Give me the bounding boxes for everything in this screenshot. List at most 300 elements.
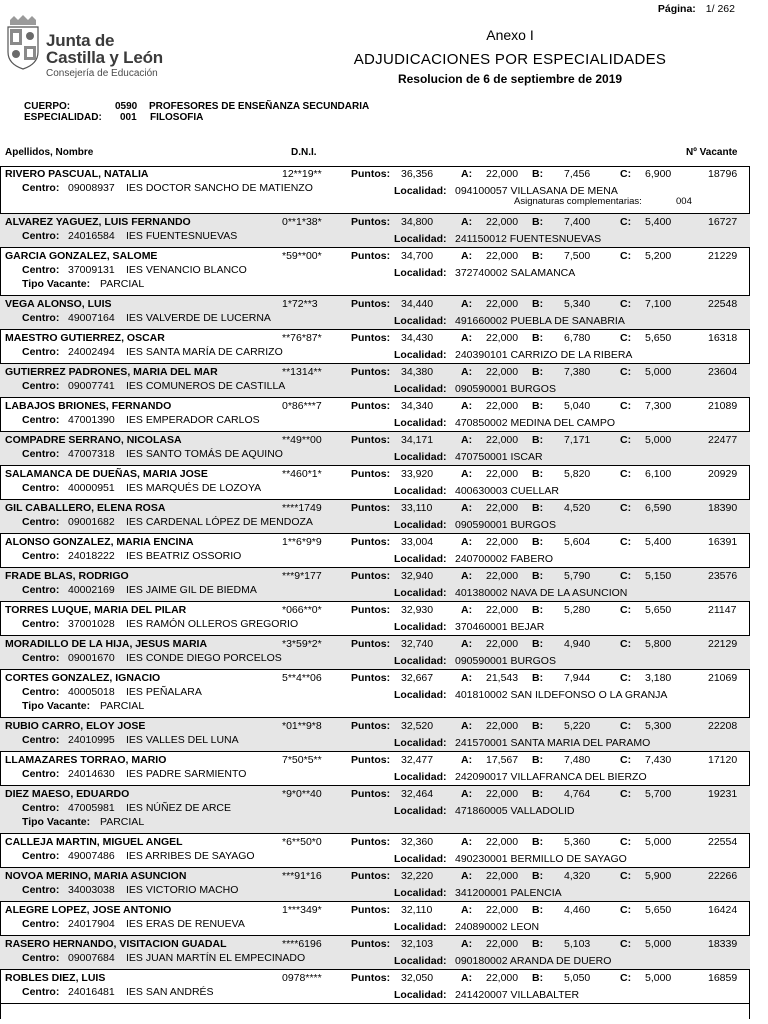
record-dni: *6**50*0 xyxy=(282,836,322,848)
record-centro-code: 47001390 xyxy=(68,414,115,426)
record-b-label: B: xyxy=(532,720,544,732)
record-a-label: A: xyxy=(461,870,473,882)
record-dni: *3*59*2* xyxy=(282,638,322,650)
record-c-value: 6,100 xyxy=(645,468,672,480)
record-centro-name: IES JUAN MARTÍN EL EMPECINADO xyxy=(126,952,306,964)
record-a-label: A: xyxy=(461,788,473,800)
record-row xyxy=(0,398,750,432)
record-puntos: 33,004 xyxy=(401,536,434,548)
record-centro-code: 37009131 xyxy=(68,264,115,276)
record-a-label: A: xyxy=(461,570,473,582)
record-c-value: 5,400 xyxy=(645,536,672,548)
record-a-value: 22,000 xyxy=(486,216,519,228)
record-localidad-label: Localidad: xyxy=(394,233,447,245)
record-c-label: C: xyxy=(620,216,632,228)
column-header-dni: D.N.I. xyxy=(291,147,317,158)
record-centro-name: IES DOCTOR SANCHO DE MATIENZO xyxy=(126,182,313,194)
record-localidad: 090590001 BURGOS xyxy=(455,519,556,531)
record-centro-name: IES MARQUÉS DE LOZOYA xyxy=(126,482,262,494)
record-a-value: 22,000 xyxy=(486,400,519,412)
record-name: ALONSO GONZALEZ, MARIA ENCINA xyxy=(5,536,194,548)
record-b-value: 5,040 xyxy=(564,400,591,412)
record-row xyxy=(0,296,750,330)
record-localidad: 401380002 NAVA DE LA ASUNCION xyxy=(455,587,628,599)
record-puntos: 33,110 xyxy=(401,502,433,514)
record-centro-code: 47007318 xyxy=(68,448,115,460)
record-c-value: 5,000 xyxy=(645,972,672,984)
record-row xyxy=(0,602,750,636)
record-b-label: B: xyxy=(532,836,544,848)
record-puntos-label: Puntos: xyxy=(351,972,391,984)
record-centro-code: 09001670 xyxy=(68,652,115,664)
record-vacante: 16318 xyxy=(708,332,738,344)
record-puntos: 36,356 xyxy=(401,168,434,180)
record-a-value: 22,000 xyxy=(486,366,519,378)
record-row xyxy=(0,500,750,534)
record-a-label: A: xyxy=(461,836,473,848)
record-b-value: 7,380 xyxy=(564,366,591,378)
record-localidad: 240390101 CARRIZO DE LA RIBERA xyxy=(455,349,633,361)
record-b-label: B: xyxy=(532,468,544,480)
record-a-value: 22,000 xyxy=(486,836,519,848)
record-row xyxy=(0,636,750,670)
record-localidad-label: Localidad: xyxy=(394,689,447,701)
record-a-value: 22,000 xyxy=(486,468,519,480)
record-row xyxy=(0,936,750,970)
record-localidad: 090590001 BURGOS xyxy=(455,383,556,395)
record-centro-code: 24010995 xyxy=(68,734,115,746)
record-a-label: A: xyxy=(461,468,473,480)
record-vacante: 20929 xyxy=(708,468,738,480)
record-centro-label: Centro: xyxy=(22,850,60,862)
record-puntos-label: Puntos: xyxy=(351,720,391,732)
record-vacante: 23604 xyxy=(708,366,738,378)
record-vacante: 16391 xyxy=(708,536,738,548)
record-a-value: 22,000 xyxy=(486,938,519,950)
especialidad-code: 001 xyxy=(120,112,137,123)
record-centro-label: Centro: xyxy=(22,802,60,814)
record-dni: 1***349* xyxy=(282,904,322,916)
record-name: GARCIA GONZALEZ, SALOME xyxy=(5,250,158,262)
record-localidad-label: Localidad: xyxy=(394,655,447,667)
record-tipo-label: Tipo Vacante: xyxy=(22,816,91,828)
record-row xyxy=(0,670,750,718)
record-name: VEGA ALONSO, LUIS xyxy=(5,298,112,310)
logo-line3: Consejería de Educación xyxy=(46,68,158,79)
record-b-value: 7,944 xyxy=(564,672,591,684)
record-centro-code: 09008937 xyxy=(68,182,115,194)
record-b-value: 5,103 xyxy=(564,938,591,950)
record-centro-name: IES CONDE DIEGO PORCELOS xyxy=(126,652,282,664)
record-tipo-label: Tipo Vacante: xyxy=(22,278,91,290)
record-vacante: 18339 xyxy=(708,938,738,950)
record-c-label: C: xyxy=(620,972,632,984)
record-a-label: A: xyxy=(461,536,473,548)
record-centro-name: IES COMUNEROS DE CASTILLA xyxy=(126,380,286,392)
record-c-label: C: xyxy=(620,536,632,548)
record-a-value: 22,000 xyxy=(486,298,519,310)
column-header-name: Apellidos, Nombre xyxy=(5,147,94,158)
record-a-value: 17,567 xyxy=(486,754,519,766)
record-b-label: B: xyxy=(532,298,544,310)
record-c-value: 5,400 xyxy=(645,216,672,228)
record-centro-code: 49007164 xyxy=(68,312,115,324)
record-centro-code: 47005981 xyxy=(68,802,115,814)
record-a-label: A: xyxy=(461,216,473,228)
record-name: MORADILLO DE LA HIJA, JESUS MARIA xyxy=(5,638,208,650)
record-a-value: 22,000 xyxy=(486,972,519,984)
record-a-value: 22,000 xyxy=(486,870,519,882)
record-vacante: 21147 xyxy=(708,604,737,616)
document-title: ADJUDICACIONES POR ESPECIALIDADES xyxy=(353,51,667,68)
record-puntos: 32,110 xyxy=(401,904,433,916)
record-puntos: 32,477 xyxy=(401,754,434,766)
record-name: DIEZ MAESO, EDUARDO xyxy=(5,788,130,800)
record-vacante: 22554 xyxy=(708,836,738,848)
record-puntos-label: Puntos: xyxy=(351,400,391,412)
record-name: RIVERO PASCUAL, NATALIA xyxy=(5,168,149,180)
record-centro-label: Centro: xyxy=(22,584,60,596)
record-name: CALLEJA MARTIN, MIGUEL ANGEL xyxy=(5,836,183,848)
record-c-label: C: xyxy=(620,434,632,446)
record-centro-code: 40002169 xyxy=(68,584,115,596)
record-puntos-label: Puntos: xyxy=(351,536,391,548)
record-c-value: 5,000 xyxy=(645,836,672,848)
record-row xyxy=(0,718,750,752)
record-puntos-label: Puntos: xyxy=(351,366,391,378)
record-name: RUBIO CARRO, ELOY JOSE xyxy=(5,720,146,732)
record-name: ROBLES DIEZ, LUIS xyxy=(5,972,106,984)
record-c-value: 6,900 xyxy=(645,168,672,180)
cuerpo-name: PROFESORES DE ENSEÑANZA SECUNDARIA xyxy=(149,101,370,112)
record-c-value: 5,650 xyxy=(645,604,672,616)
record-puntos: 32,050 xyxy=(401,972,434,984)
record-name: ALEGRE LOPEZ, JOSE ANTONIO xyxy=(5,904,172,916)
record-row xyxy=(0,534,750,568)
record-puntos-label: Puntos: xyxy=(351,570,391,582)
record-a-value: 22,000 xyxy=(486,604,519,616)
record-c-label: C: xyxy=(620,638,632,650)
record-centro-label: Centro: xyxy=(22,312,60,324)
record-centro-label: Centro: xyxy=(22,346,60,358)
record-asign: 004 xyxy=(676,196,692,207)
record-row xyxy=(0,432,750,466)
record-a-label: A: xyxy=(461,434,473,446)
record-centro-name: IES BEATRIZ OSSORIO xyxy=(126,550,242,562)
record-c-label: C: xyxy=(620,938,632,950)
record-b-value: 5,280 xyxy=(564,604,591,616)
record-c-label: C: xyxy=(620,168,632,180)
record-centro-code: 09001682 xyxy=(68,516,115,528)
record-a-value: 22,000 xyxy=(486,570,519,582)
record-puntos-label: Puntos: xyxy=(351,672,391,684)
record-a-label: A: xyxy=(461,638,473,650)
record-b-value: 7,400 xyxy=(564,216,591,228)
page-number xyxy=(658,3,735,15)
record-dni: ****6196 xyxy=(282,938,322,950)
adjudications-table xyxy=(0,166,750,1004)
record-b-value: 5,220 xyxy=(564,720,591,732)
record-centro-code: 24016584 xyxy=(68,230,115,242)
record-b-value: 5,050 xyxy=(564,972,591,984)
record-b-label: B: xyxy=(532,972,544,984)
record-dni: *01**9*8 xyxy=(282,720,322,732)
record-puntos: 32,940 xyxy=(401,570,434,582)
record-vacante: 17120 xyxy=(708,754,738,766)
record-a-value: 22,000 xyxy=(486,720,519,732)
record-localidad-label: Localidad: xyxy=(394,989,447,1001)
record-localidad-label: Localidad: xyxy=(394,383,447,395)
record-centro-label: Centro: xyxy=(22,986,60,998)
record-a-value: 22,000 xyxy=(486,332,519,344)
record-b-label: B: xyxy=(532,604,544,616)
record-localidad: 240890002 LEON xyxy=(455,921,540,933)
record-centro-code: 24017904 xyxy=(68,918,115,930)
especialidad-name: FILOSOFIA xyxy=(150,112,204,123)
record-c-label: C: xyxy=(620,604,632,616)
record-c-value: 5,650 xyxy=(645,904,672,916)
record-centro-code: 49007486 xyxy=(68,850,115,862)
record-centro-name: IES ERAS DE RENUEVA xyxy=(126,918,245,930)
record-puntos-label: Puntos: xyxy=(351,836,391,848)
record-dni: 0*86***7 xyxy=(282,400,322,412)
record-b-value: 5,360 xyxy=(564,836,591,848)
record-tipo: PARCIAL xyxy=(100,700,145,712)
record-b-value: 5,340 xyxy=(564,298,591,310)
record-centro-name: IES ARRIBES DE SAYAGO xyxy=(126,850,255,862)
record-puntos-label: Puntos: xyxy=(351,434,391,446)
record-c-label: C: xyxy=(620,570,632,582)
record-localidad: 491660002 PUEBLA DE SANABRIA xyxy=(455,315,625,327)
record-puntos-label: Puntos: xyxy=(351,468,391,480)
record-asign-label: Asignaturas complementarias: xyxy=(514,196,642,207)
record-c-value: 5,200 xyxy=(645,250,672,262)
record-centro-name: IES PADRE SARMIENTO xyxy=(126,768,247,780)
record-centro-name: IES SANTO TOMÁS DE AQUINO xyxy=(126,448,283,460)
record-dni: 0978**** xyxy=(282,972,322,984)
record-vacante: 21229 xyxy=(708,250,738,262)
record-b-value: 6,780 xyxy=(564,332,591,344)
annex-title: Anexo I xyxy=(486,27,534,43)
record-tipo: PARCIAL xyxy=(100,278,145,290)
record-localidad-label: Localidad: xyxy=(394,485,447,497)
record-c-value: 5,150 xyxy=(645,570,672,582)
record-puntos-label: Puntos: xyxy=(351,332,391,344)
record-a-label: A: xyxy=(461,168,473,180)
record-centro-name: IES SANTA MARÍA DE CARRIZO xyxy=(126,346,283,358)
record-localidad-label: Localidad: xyxy=(394,519,447,531)
record-puntos: 34,171 xyxy=(401,434,434,446)
record-localidad-label: Localidad: xyxy=(394,955,447,967)
record-localidad-label: Localidad: xyxy=(394,451,447,463)
record-vacante: 16424 xyxy=(708,904,738,916)
record-c-label: C: xyxy=(620,836,632,848)
record-vacante: 22208 xyxy=(708,720,738,732)
record-b-value: 4,460 xyxy=(564,904,591,916)
record-centro-code: 09007741 xyxy=(68,380,115,392)
record-name: FRADE BLAS, RODRIGO xyxy=(5,570,129,582)
record-a-value: 22,000 xyxy=(486,638,519,650)
record-name: NOVOA MERINO, MARIA ASUNCION xyxy=(5,870,187,882)
record-centro-name: IES VICTORIO MACHO xyxy=(126,884,239,896)
record-a-label: A: xyxy=(461,332,473,344)
record-localidad-label: Localidad: xyxy=(394,315,447,327)
logo-line2: Castilla y León xyxy=(46,48,163,67)
record-puntos-label: Puntos: xyxy=(351,168,391,180)
record-b-value: 4,520 xyxy=(564,502,591,514)
record-puntos-label: Puntos: xyxy=(351,788,391,800)
record-b-label: B: xyxy=(532,904,544,916)
record-centro-label: Centro: xyxy=(22,652,60,664)
record-localidad: 242090017 VILLAFRANCA DEL BIERZO xyxy=(455,771,647,783)
record-row xyxy=(0,248,750,296)
record-vacante: 19231 xyxy=(708,788,738,800)
record-c-label: C: xyxy=(620,788,632,800)
record-localidad: 471860005 VALLADOLID xyxy=(455,805,575,817)
resolution-subtitle: Resolucion de 6 de septiembre de 2019 xyxy=(397,72,623,86)
record-centro-name: IES EMPERADOR CARLOS xyxy=(126,414,260,426)
column-header-vacante: Nº Vacante xyxy=(686,147,738,158)
record-puntos: 32,667 xyxy=(401,672,434,684)
record-a-value: 21,543 xyxy=(486,672,519,684)
record-c-label: C: xyxy=(620,298,632,310)
record-row xyxy=(0,466,750,500)
record-centro-code: 34003038 xyxy=(68,884,115,896)
record-c-label: C: xyxy=(620,502,632,514)
record-localidad: 241420007 VILLABALTER xyxy=(455,989,580,1001)
record-dni: *9*0**40 xyxy=(282,788,322,800)
record-puntos-label: Puntos: xyxy=(351,904,391,916)
record-a-value: 22,000 xyxy=(486,168,519,180)
record-centro-label: Centro: xyxy=(22,448,60,460)
record-dni: *066**0* xyxy=(282,604,322,616)
record-b-value: 5,820 xyxy=(564,468,591,480)
record-name: GUTIERREZ PADRONES, MARIA DEL MAR xyxy=(5,366,218,378)
record-b-value: 7,171 xyxy=(564,434,591,446)
record-vacante: 23576 xyxy=(708,570,738,582)
record-b-value: 4,320 xyxy=(564,870,591,882)
record-c-label: C: xyxy=(620,720,632,732)
record-tipo: PARCIAL xyxy=(100,816,145,828)
record-centro-code: 40000951 xyxy=(68,482,115,494)
record-vacante: 22548 xyxy=(708,298,738,310)
record-row xyxy=(0,868,750,902)
record-localidad-label: Localidad: xyxy=(394,887,447,899)
record-centro-label: Centro: xyxy=(22,768,60,780)
record-centro-name: IES RAMÓN OLLEROS GREGORIO xyxy=(126,618,299,630)
record-row xyxy=(0,364,750,398)
record-b-label: B: xyxy=(532,250,544,262)
record-name: GIL CABALLERO, ELENA ROSA xyxy=(5,502,166,514)
record-dni: 5**4**06 xyxy=(282,672,322,684)
record-localidad-label: Localidad: xyxy=(394,621,447,633)
record-b-value: 4,764 xyxy=(564,788,591,800)
record-c-value: 5,650 xyxy=(645,332,672,344)
record-vacante: 16859 xyxy=(708,972,738,984)
record-a-label: A: xyxy=(461,366,473,378)
record-centro-code: 09007684 xyxy=(68,952,115,964)
record-localidad: 470750001 ISCAR xyxy=(455,451,543,463)
record-centro-label: Centro: xyxy=(22,264,60,276)
record-centro-code: 24016481 xyxy=(68,986,115,998)
record-puntos: 32,520 xyxy=(401,720,434,732)
record-c-value: 3,180 xyxy=(645,672,672,684)
cuerpo-code: 0590 xyxy=(115,101,138,112)
record-dni: **1314** xyxy=(282,366,322,378)
record-row xyxy=(0,752,750,786)
record-localidad-label: Localidad: xyxy=(394,587,447,599)
record-vacante: 22129 xyxy=(708,638,738,650)
record-c-label: C: xyxy=(620,250,632,262)
record-c-value: 5,800 xyxy=(645,638,672,650)
especialidad-label: ESPECIALIDAD: xyxy=(24,112,102,123)
record-centro-name: IES VALLES DEL LUNA xyxy=(126,734,239,746)
record-localidad-label: Localidad: xyxy=(394,349,447,361)
record-dni: ****1749 xyxy=(282,502,322,514)
record-name: ALVAREZ YAGUEZ, LUIS FERNANDO xyxy=(5,216,191,228)
record-puntos-label: Puntos: xyxy=(351,638,391,650)
record-localidad-label: Localidad: xyxy=(394,771,447,783)
record-dni: 1**6*9*9 xyxy=(282,536,322,548)
record-localidad: 400630003 CUELLAR xyxy=(455,485,559,497)
record-vacante: 21089 xyxy=(708,400,738,412)
record-vacante: 18390 xyxy=(708,502,738,514)
record-c-label: C: xyxy=(620,754,632,766)
record-c-value: 5,000 xyxy=(645,434,672,446)
record-a-label: A: xyxy=(461,672,473,684)
record-c-value: 5,900 xyxy=(645,870,672,882)
record-localidad: 241150012 FUENTESNUEVAS xyxy=(455,233,602,245)
record-centro-name: IES SAN ANDRÉS xyxy=(126,986,214,998)
record-c-label: C: xyxy=(620,672,632,684)
record-a-label: A: xyxy=(461,904,473,916)
record-name: MAESTRO GUTIERREZ, OSCAR xyxy=(5,332,165,344)
page-label: Página: xyxy=(657,3,696,15)
record-row xyxy=(0,902,750,936)
record-dni: 12**19** xyxy=(282,168,322,180)
record-puntos: 34,430 xyxy=(401,332,434,344)
record-a-label: A: xyxy=(461,250,473,262)
record-a-label: A: xyxy=(461,298,473,310)
record-a-label: A: xyxy=(461,502,473,514)
record-localidad-label: Localidad: xyxy=(394,185,447,197)
record-a-label: A: xyxy=(461,400,473,412)
record-name: RASERO HERNANDO, VISITACION GUADAL xyxy=(5,938,227,950)
record-localidad-label: Localidad: xyxy=(394,553,447,565)
record-vacante: 16727 xyxy=(708,216,738,228)
record-vacante: 22477 xyxy=(708,434,738,446)
record-centro-label: Centro: xyxy=(22,884,60,896)
record-b-label: B: xyxy=(532,638,544,650)
record-vacante: 21069 xyxy=(708,672,738,684)
record-centro-label: Centro: xyxy=(22,230,60,242)
record-b-value: 4,940 xyxy=(564,638,591,650)
record-puntos: 34,340 xyxy=(401,400,434,412)
record-puntos: 32,464 xyxy=(401,788,434,800)
record-c-value: 6,590 xyxy=(645,502,672,514)
record-dni: 7*50*5** xyxy=(282,754,322,766)
record-b-label: B: xyxy=(532,672,544,684)
record-row xyxy=(0,214,750,248)
record-puntos-label: Puntos: xyxy=(351,604,391,616)
record-localidad-label: Localidad: xyxy=(394,805,447,817)
record-c-value: 7,430 xyxy=(645,754,672,766)
record-centro-label: Centro: xyxy=(22,182,60,194)
record-b-label: B: xyxy=(532,536,544,548)
record-localidad: 401810002 SAN ILDEFONSO O LA GRANJA xyxy=(455,689,668,701)
record-row xyxy=(0,166,750,214)
record-dni: 1*72**3 xyxy=(282,298,318,310)
